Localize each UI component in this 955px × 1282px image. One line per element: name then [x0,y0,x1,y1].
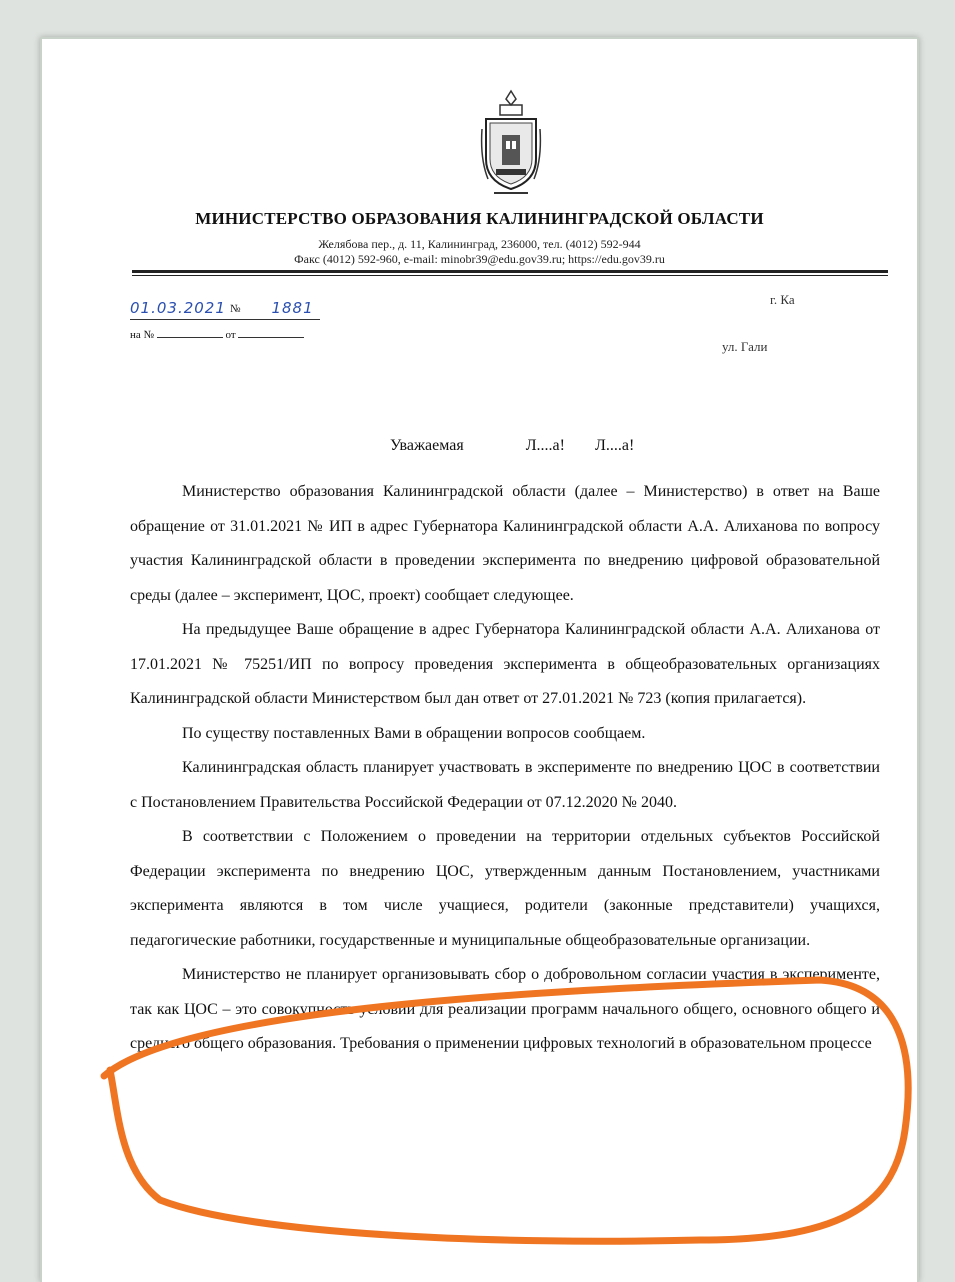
ministry-title: МИНИСТЕРСТВО ОБРАЗОВАНИЯ КАЛИНИНГРАДСКОЙ ОБЛАСТИ [195,209,764,228]
paragraph: В соответствии с Положением о проведении на территории отдельных субъектов Российской Федерации эксперимента по внедрению ЦОС, утвержденным данным Постановлением, участниками эксперимента являются в том числе учащиеся, родители (законные представители) учащихся, педагогические работники, государственные и муниципальные общеобразовательные организации. [130,828,880,949]
registration-line [130,299,320,320]
addressee-line-1: г. Ка [770,292,795,307]
registration-date: 01.03.2021 [130,299,226,317]
greeting-prefix: Уважаемая [390,437,464,454]
coat-of-arms-icon [480,89,542,207]
reference-line [130,329,304,341]
document-page [40,37,919,1282]
greeting-name-1: Л....а! [525,437,565,454]
registration-number-label: № [230,303,241,315]
header-rule-thick [132,270,888,273]
paragraph: Калининградская область планирует участвовать в эксперименте по внедрению ЦОС в соответствии с Постановлением Правительства Российской Федерации от 07.12.2020 № 2040. [130,759,880,811]
addressee-line-2: ул. Гали [722,339,768,354]
ministry-address: Желябова пер., д. 11, Калининград, 236000, тел. (4012) 592-944 [318,237,641,251]
paragraph: Министерство не планирует организовывать сбор о добровольном согласии участия в эксперименте, так как ЦОС – это совокупность условий для реализации программ начального общего, основного общего и среднего общего образования. Требования о применении цифровых технологий в образовательном процессе [130,966,880,1052]
greeting-name-2: Л....а! [594,437,635,454]
ministry-contacts: Факс (4012) 592-960, e-mail: minobr39@edu.gov39.ru; https://edu.gov39.ru [294,252,665,266]
greeting [390,437,634,455]
reference-from-label: от [225,329,236,341]
reference-label: на № [130,329,155,341]
paragraph: По существу поставленных Вами в обращении вопросов сообщаем. [182,724,646,742]
header-rule-thin [132,275,888,276]
paragraph: Министерство образования Калининградской области (далее – Министерство) в ответ на Ваше обращение от 31.01.2021 № ИП в адрес Губернатора Калининградской области А.А. Алиханова по вопросу участия Калининградской области в проведении эксперимента по внедрению цифровой образовательной среды (далее – эксперимент, ЦОС, проект) сообщает следующее. [130,483,880,604]
paragraph: На предыдущее Ваше обращение в адрес Губернатора Калининградской области А.А. Алиханова от 17.01.2021 № 75251/ИП по вопросу проведения эксперимента в общеобразовательных организациях Калининградской области Министерством был дан ответ от 27.01.2021 № 723 (копия прилагается). [130,621,880,707]
registration-number: 1881 [271,299,314,317]
letter-body [130,475,880,1062]
